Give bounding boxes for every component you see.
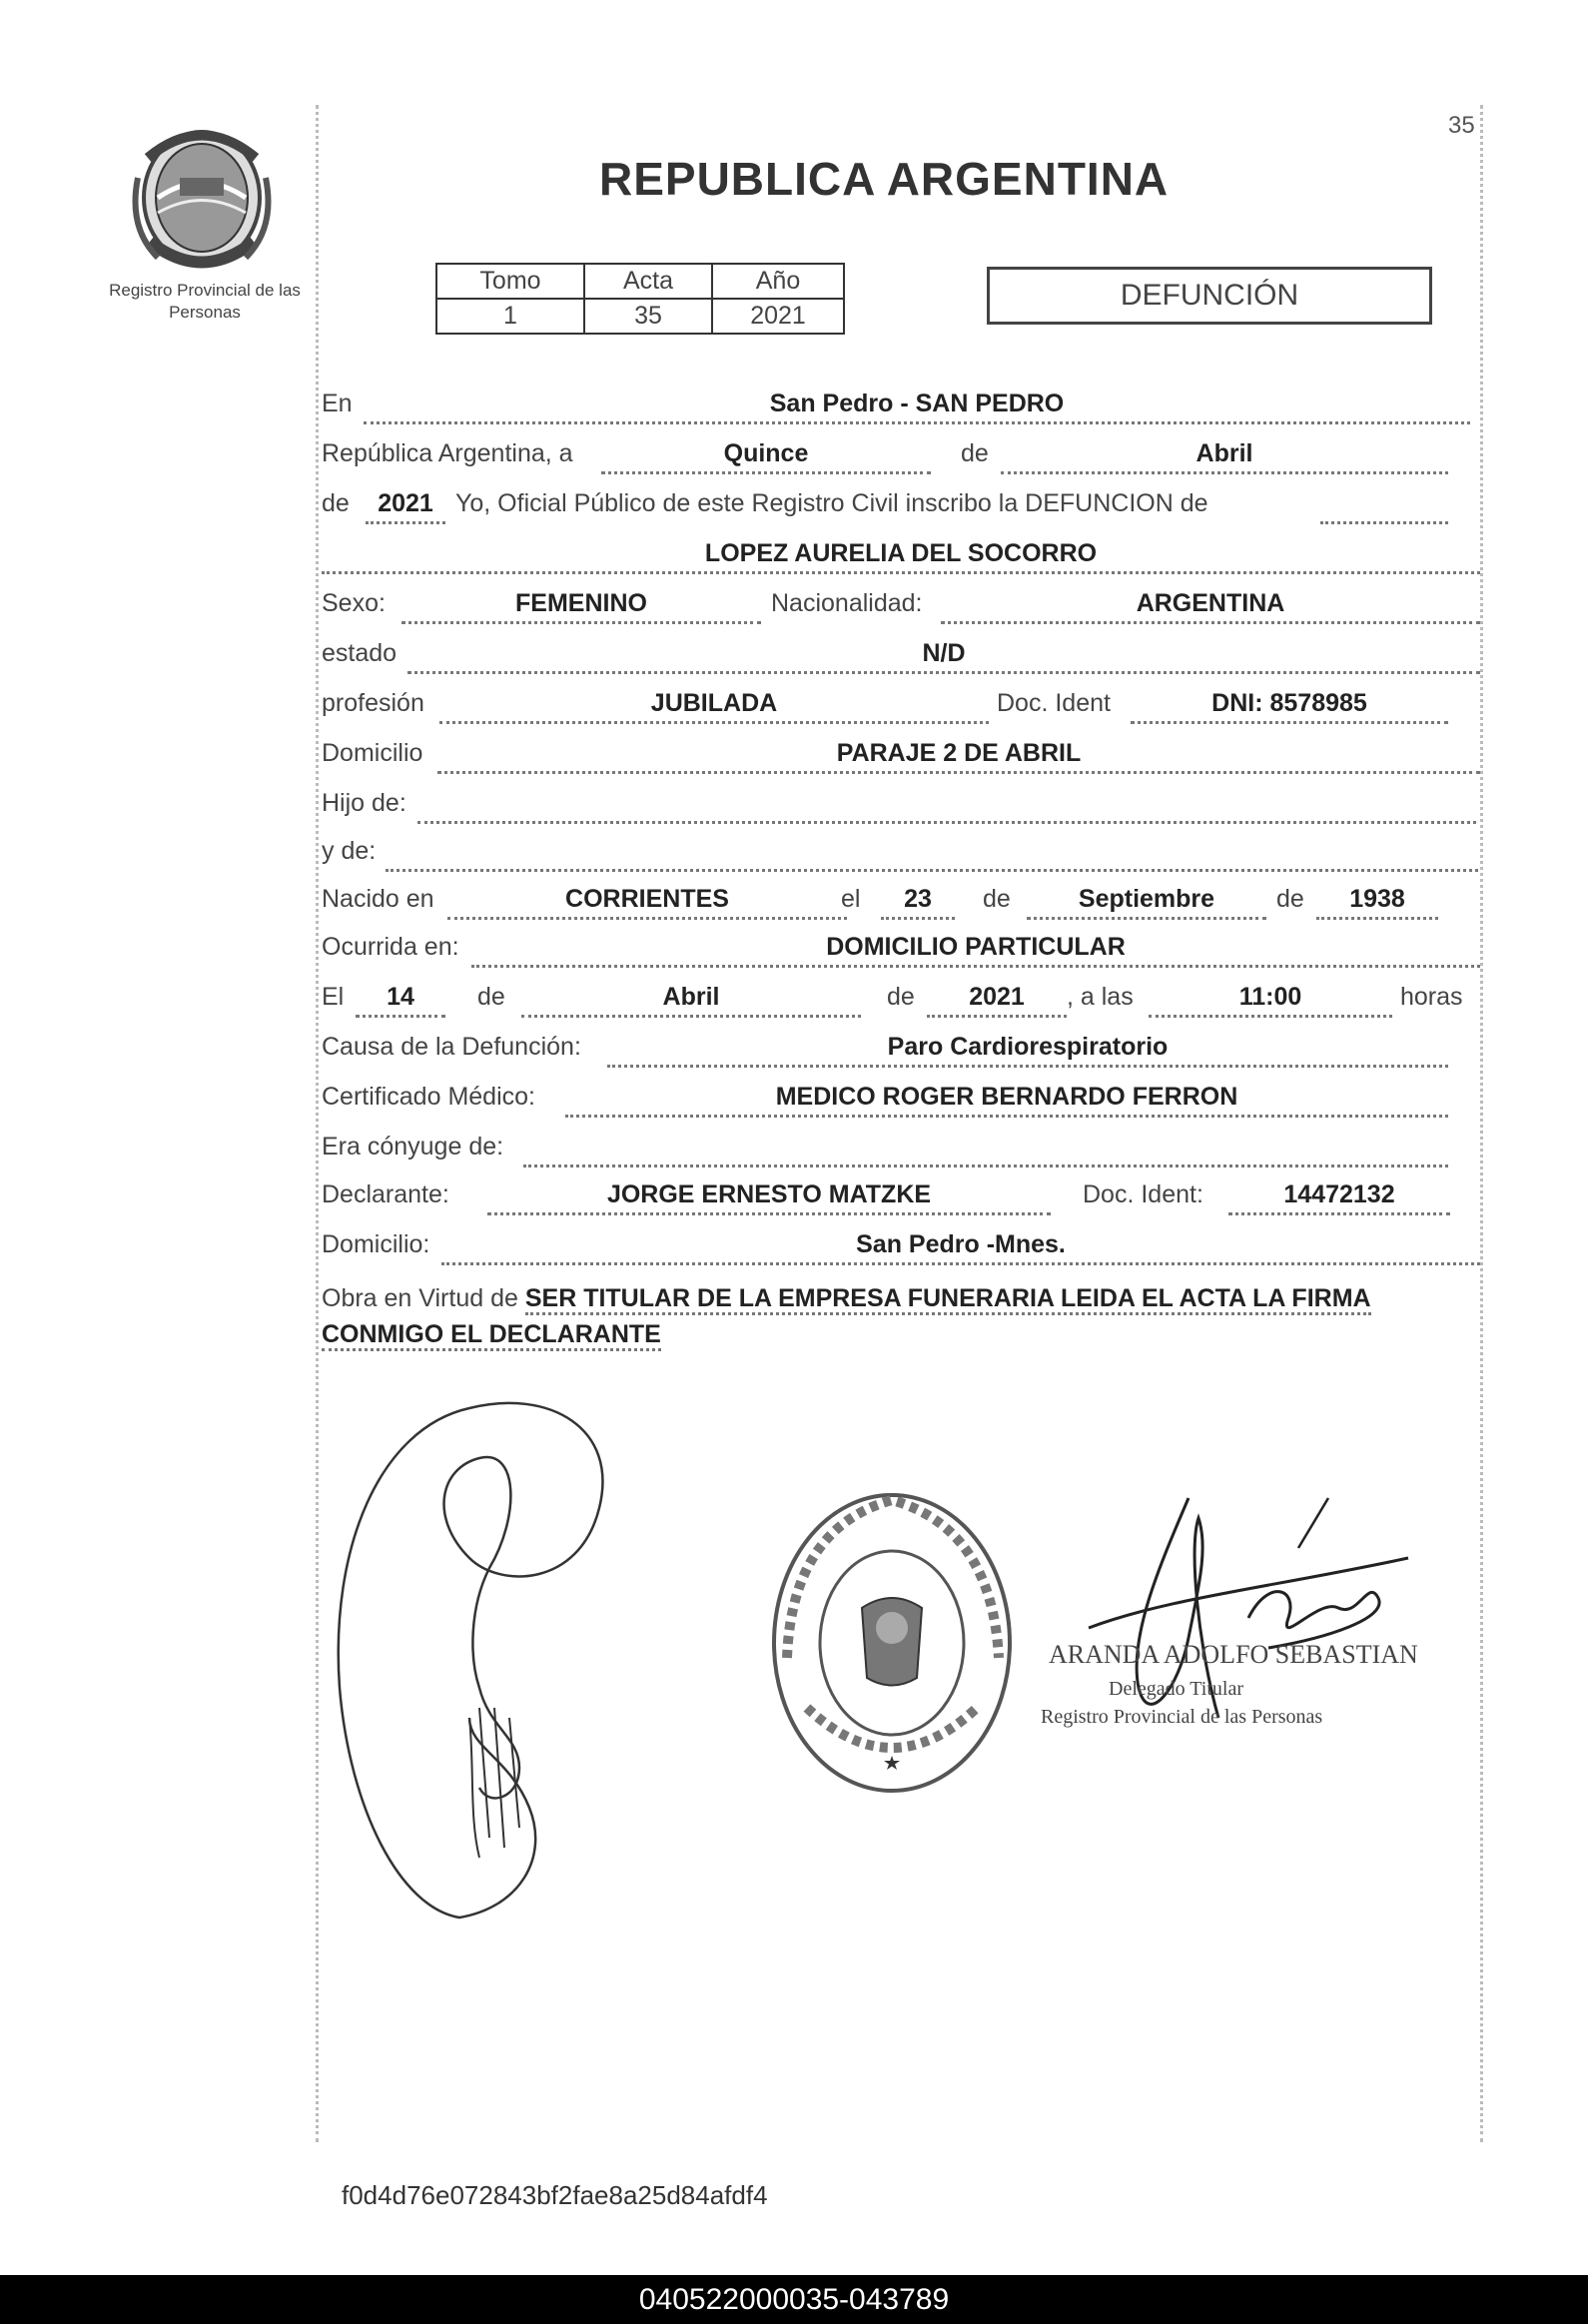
mes-value: Abril (1001, 435, 1448, 474)
decl-doc-label: Doc. Ident: (1083, 1180, 1203, 1208)
row-en (322, 386, 1480, 423)
yde-blank (386, 833, 1478, 872)
nacionalidad-value: ARGENTINA (941, 585, 1480, 624)
doc-label: Doc. Ident (997, 689, 1111, 717)
def-hora: 11:00 (1149, 979, 1392, 1018)
row-causa (322, 1029, 1480, 1067)
yde-label: y de: (322, 837, 377, 865)
nacionalidad-label: Nacionalidad: (771, 589, 923, 617)
official-name: ARANDA ADOLFO SEBASTIAN (1049, 1640, 1418, 1669)
ref-header-acta: Acta (584, 264, 712, 299)
anio-value: 2021 (366, 485, 445, 524)
profesion-label: profesión (322, 689, 424, 717)
row-declarante (322, 1176, 1480, 1214)
estado-value: N/D (407, 635, 1480, 674)
hijo-label: Hijo de: (322, 789, 406, 817)
row-obra (322, 1280, 1480, 1352)
conyuge-label: Era cónyuge de: (322, 1133, 504, 1161)
decl-doc-value: 14472132 (1228, 1176, 1450, 1215)
official-office: Registro Provincial de las Personas (1041, 1706, 1323, 1728)
sexo-label: Sexo: (322, 589, 386, 617)
doc-type-box: DEFUNCIÓN (987, 267, 1432, 325)
row-hijo (322, 785, 1480, 823)
ocurrida-value: DOMICILIO PARTICULAR (471, 929, 1480, 968)
logo-caption: Registro Provincial de las Personas (109, 281, 301, 322)
row-yo (322, 485, 1480, 523)
ref-header-tomo: Tomo (436, 264, 584, 299)
doc-value: DNI: 8578985 (1131, 685, 1448, 724)
left-margin-line (316, 105, 319, 2142)
hijo-blank (417, 785, 1476, 824)
el2-label: El (322, 983, 345, 1011)
nac-de2-label: de (1276, 885, 1304, 913)
nacido-label: Nacido en (322, 885, 434, 913)
official-role: Delegado Titular (1109, 1678, 1243, 1700)
row-ocurrida (322, 929, 1480, 967)
decl-domicilio-value: San Pedro -Mnes. (441, 1226, 1480, 1265)
nacido-value: CORRIENTES (447, 881, 847, 920)
causa-label: Causa de la Defunción: (322, 1033, 581, 1061)
row-conyuge (322, 1129, 1480, 1166)
domicilio-value: PARAJE 2 DE ABRIL (437, 735, 1480, 774)
ocurrida-label: Ocurrida en: (322, 933, 459, 961)
row-sexo (322, 585, 1480, 623)
def-de2-label: de (887, 983, 915, 1011)
row-republica (322, 435, 1480, 473)
domicilio-label: Domicilio (322, 739, 423, 767)
row-certificado (322, 1079, 1480, 1117)
def-anio: 2021 (927, 979, 1067, 1018)
def-dia: 14 (356, 979, 445, 1018)
barcode-number: 040522000035-043789 (0, 2275, 1588, 2324)
right-margin-line (1480, 105, 1483, 2142)
en-value: San Pedro - SAN PEDRO (364, 386, 1470, 424)
horas-label: horas (1400, 983, 1463, 1011)
official-seal (767, 1488, 1017, 1798)
nac-de-label: de (983, 885, 1011, 913)
yo-blank (1320, 485, 1448, 524)
document-hash: f0d4d76e072843bf2fae8a25d84afdf4 (342, 2180, 768, 2210)
document-title: REPUBLICA ARGENTINA (599, 153, 1170, 205)
ref-value-anio: 2021 (712, 299, 844, 334)
row-domicilio (322, 735, 1480, 773)
de2-label: de (322, 489, 350, 517)
province-logo (128, 118, 276, 276)
row-fecha-defuncion (322, 979, 1480, 1017)
declarante-label: Declarante: (322, 1180, 449, 1208)
decl-domicilio-label: Domicilio: (322, 1230, 430, 1258)
alas-label: , a las (1067, 983, 1134, 1011)
estado-label: estado (322, 639, 397, 667)
def-mes: Abril (521, 979, 861, 1018)
conyuge-blank (523, 1129, 1448, 1167)
row-estado (322, 635, 1480, 673)
ref-table (435, 263, 845, 335)
obra-value: SER TITULAR DE LA EMPRESA FUNERARIA LEIDA EL ACTA LA FIRMA CONMIGO EL DECLARANTE (322, 1284, 1371, 1351)
row-yde (322, 833, 1480, 871)
de-label: de (961, 439, 989, 467)
row-decl-domicilio (322, 1226, 1480, 1264)
profesion-value: JUBILADA (439, 685, 989, 724)
certificado-value: MEDICO ROGER BERNARDO FERRON (565, 1079, 1448, 1118)
nac-dia: 23 (881, 881, 955, 920)
ref-value-acta: 35 (584, 299, 712, 334)
row-nacido (322, 881, 1480, 919)
dia-value: Quince (601, 435, 931, 474)
nac-anio: 1938 (1316, 881, 1438, 920)
en-label: En (322, 389, 353, 417)
ref-header-anio: Año (712, 264, 844, 299)
nombre-value: LOPEZ AURELIA DEL SOCORRO (322, 535, 1480, 574)
ref-value-tomo: 1 (436, 299, 584, 334)
certificado-label: Certificado Médico: (322, 1083, 535, 1111)
yo-text: Yo, Oficial Público de este Registro Civil inscribo la DEFUNCION de (455, 489, 1208, 517)
obra-label: Obra en Virtud de (322, 1284, 518, 1312)
declarant-signature (320, 1388, 649, 1928)
page-number: 35 (1448, 112, 1475, 139)
declarante-value: JORGE ERNESTO MATZKE (487, 1176, 1051, 1215)
row-nombre (322, 535, 1480, 573)
el-label: el (841, 885, 861, 913)
nac-mes: Septiembre (1027, 881, 1266, 920)
def-de-label: de (477, 983, 505, 1011)
sexo-value: FEMENINO (401, 585, 761, 624)
row-profesion (322, 685, 1480, 723)
republica-label: República Argentina, a (322, 439, 573, 467)
causa-value: Paro Cardiorespiratorio (607, 1029, 1448, 1068)
